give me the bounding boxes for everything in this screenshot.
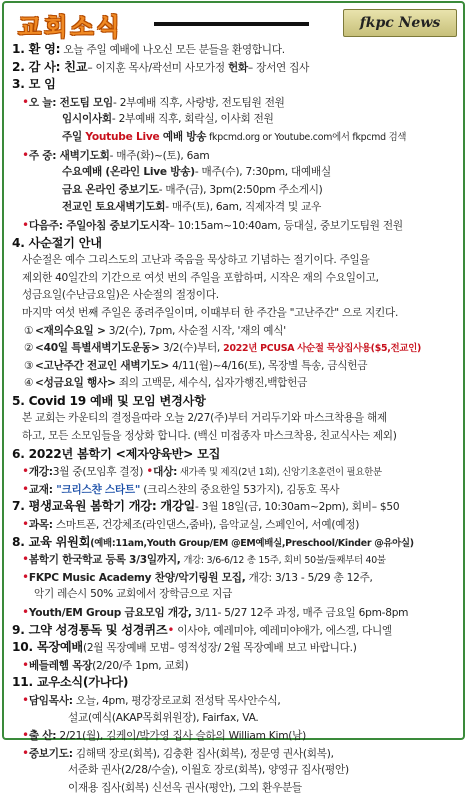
line-text: 설교(예식(AKAP목회위원장), Fairfax, VA. xyxy=(68,711,259,724)
devotional-note: 2022년 PCUSA 사순절 묵상집사용($5,전교인) xyxy=(223,343,422,355)
bullet-icon: • xyxy=(22,517,29,532)
pastor-news-cont xyxy=(4,710,463,728)
education-committee-heading xyxy=(4,534,463,552)
bullet-icon: • xyxy=(146,464,154,479)
lent-item-2 xyxy=(4,340,463,358)
lifelong-education-heading xyxy=(4,498,463,516)
prayer-request-line xyxy=(4,745,463,763)
covid-paragraph-line xyxy=(4,428,463,446)
music-academy-line xyxy=(4,569,463,587)
section-heading: 10. 목장예배 xyxy=(12,640,83,655)
lent-heading xyxy=(4,235,463,253)
line-text: (예배:11am,Youth Group/EM @EM예배실,Preschool/Kinder @유아실) xyxy=(90,537,414,549)
circled-number: ④ xyxy=(23,377,34,390)
item-label: 예배 방송 xyxy=(159,130,207,143)
item-label: FKPC Music Academy 찬양/악기링원 모집, xyxy=(28,571,246,584)
item-label: 주일 xyxy=(62,130,86,143)
line-text: 3월 중(모임후 결정) xyxy=(52,466,147,479)
line-text: 스마트폰, 건강체조(라인댄스,줌바), 음악교실, 스페인어, 서예(예정) xyxy=(52,519,360,532)
line-text: - 매주(토), 6am, 직제자격 및 교우 xyxy=(165,201,322,214)
bullet-icon: • xyxy=(22,94,29,109)
covid-paragraph-line xyxy=(4,410,463,428)
line-text: (2/20/주 1pm, 교회) xyxy=(92,659,189,672)
lent-paragraph-line xyxy=(4,305,463,323)
item-label: 전교인 토요새벽기도회 xyxy=(62,201,166,214)
thanks-line xyxy=(4,59,463,77)
line-text: 개강: 3/13 - 5/29 총 12주, xyxy=(245,571,373,584)
section-heading: 9. 그약 성경통독 및 성경퀴즈 xyxy=(12,622,168,637)
line-text: 이재용 집사(회복) 신선옥 권사(평안), 그외 환우분들 xyxy=(68,781,302,794)
lent-paragraph-line xyxy=(4,287,463,305)
item-label: 수요예배 (온라인 Live 방송) xyxy=(62,166,195,179)
line-text: (2월 목장예배 모범– 영적성장/ 2월 목장예배 보고 바랍니다.) xyxy=(82,642,357,655)
line-text: - 2부예배 직후, 사랑방, 전도팀원 전원 xyxy=(113,96,285,109)
bullet-icon: • xyxy=(22,657,29,672)
discipleship-textbook-line xyxy=(4,481,463,499)
bullet-icon: • xyxy=(22,728,29,743)
item-label: 과목: xyxy=(28,519,53,532)
bullet-icon: • xyxy=(22,552,29,567)
meetings-heading xyxy=(4,76,463,94)
bullet-icon: • xyxy=(22,692,29,707)
item-label: <성금요일 행사> xyxy=(35,377,116,390)
line-text: 성금요일(수난금요일)은 사순절의 절정이다. xyxy=(22,289,219,302)
news-panel xyxy=(2,1,465,794)
item-label: 임시이사회 xyxy=(62,113,112,126)
covid-heading xyxy=(4,393,463,411)
section-heading: 3. 모 임 xyxy=(12,77,56,92)
youth-group-line xyxy=(4,604,463,622)
cell-worship-heading xyxy=(4,639,463,657)
item-label: 개강: xyxy=(28,466,53,479)
line-text: 제외한 40일간의 기간으로 여섯 번의 주일을 포함하며, 시작은 재의 수요일이고, xyxy=(22,271,379,284)
youtube-live-label: Youtube Live xyxy=(85,130,160,143)
bethlehem-cell-line xyxy=(4,657,463,675)
line-text: 개강: 3/6-6/12 총 15주, 회비 50불/둘째부터 40불 xyxy=(180,555,386,567)
line-text: 서준화 권사(2/28/수술), 이월호 장로(회복), 양영규 집사(평안) xyxy=(68,764,349,777)
item-label: 대상: xyxy=(153,466,178,479)
line-text: 2/21(월), 김케이/박가영 집사 슬하의 William Kim(남) xyxy=(56,730,307,743)
textbook-title: "크리스챤 스타트" xyxy=(56,483,141,496)
line-text: - 3월 18일(금, 10:30am~2pm), 회비– $50 xyxy=(195,501,400,514)
lent-item-4 xyxy=(4,375,463,393)
circled-number: ③ xyxy=(23,359,34,372)
pastor-news-line xyxy=(4,692,463,710)
line-text: fkpcmd.org or Youtube.com에서 fkpcmd 검색 xyxy=(206,131,407,143)
line-text: 오늘, 4pm, 평강장로교회 전성탁 목사안수식, xyxy=(72,694,281,707)
item-label: Youth/EM Group 금요모임 개강, xyxy=(28,607,192,619)
line-text: (크리스챤의 중요한일 53가지), 김동호 목사 xyxy=(140,483,340,496)
section-heading: 2. 감 사: 친교 xyxy=(12,59,88,74)
friday-prayer-line xyxy=(4,182,463,200)
header xyxy=(4,3,463,41)
prayer-request-cont xyxy=(4,762,463,780)
line-text: 오늘 주일 예배에 나오신 모든 분들을 환영합니다. xyxy=(60,44,285,56)
line-text: 사순절은 예수 그리스도의 고난과 죽음을 묵상하고 기념하는 절기이다. 주일을 xyxy=(22,254,370,267)
section-heading: 6. 2022년 봄학기 <제자양육반> 모집 xyxy=(12,446,221,461)
line-text: 3/2(수), 7pm, 사순절 시작, '재의 예식' xyxy=(105,324,286,337)
discipleship-heading xyxy=(4,446,463,464)
board-meeting-line xyxy=(4,111,463,129)
bullet-icon: • xyxy=(22,147,29,162)
lent-paragraph-line xyxy=(4,270,463,288)
korean-school-line xyxy=(4,551,463,569)
bullet-icon: • xyxy=(22,481,29,496)
bullet-icon: • xyxy=(167,622,175,637)
line-text: - 매주(금), 3pm(2:50pm 주소게시) xyxy=(158,183,323,196)
scholarship-line xyxy=(4,586,463,604)
discipleship-schedule-line xyxy=(4,463,463,481)
bullet-icon: • xyxy=(22,745,29,760)
section-heading: 11. 교우소식(가나다) xyxy=(12,675,129,690)
lent-item-1 xyxy=(4,323,463,341)
bullet-icon: • xyxy=(22,605,29,619)
weekday-dawn-line xyxy=(4,147,463,165)
item-label: <고난주간 전교인 새벽기도> xyxy=(35,359,169,372)
item-label: <재의수요일 > xyxy=(35,324,106,337)
line-text: 김해택 장로(회복), 김충환 집사(회복), 정문영 권사(회복), xyxy=(72,747,334,760)
birth-news-line xyxy=(4,727,463,745)
item-label: 오 늘: 전도팀 모임 xyxy=(28,96,114,109)
line-text: 4/11(월)~4/16(토), 목장별 특송, 금식헌금 xyxy=(168,359,368,372)
title-divider xyxy=(154,22,309,26)
item-label: 다음주: 주일아침 중보기도시작 xyxy=(28,219,170,232)
line-text: 3/11- 5/27 12주 과정, 매주 금요일 6pm-8pm xyxy=(191,607,409,619)
line-text: - 매주(수), 7:30pm, 대예배실 xyxy=(194,166,331,179)
prayer-request-cont xyxy=(4,780,463,798)
item-label: <40일 특별새벽기도운동> xyxy=(35,342,160,355)
item-label: 출 산: xyxy=(28,730,57,743)
youtube-line xyxy=(4,129,463,147)
item-label: 봄학기 한국학교 등록 3/3일까지, xyxy=(28,554,181,567)
welcome-line xyxy=(4,41,463,59)
section-heading: 7. 평생교육원 봄학기 개강: 개강일 xyxy=(12,499,196,514)
line-text: 이사야, 예레미야, 예레미야애가, 에스겔, 다니엘 xyxy=(174,624,392,637)
line-text: - 2부예배 직후, 회락실, 이사회 전원 xyxy=(111,113,274,126)
item-label: 중보기도: xyxy=(28,747,73,760)
section-heading: 5. Covid 19 예배 및 모임 변경사항 xyxy=(12,393,206,408)
bullet-icon: • xyxy=(22,217,29,232)
item-label: 담임목사: xyxy=(28,694,73,707)
line-text: 마지막 여섯 번째 주일은 종려주일이며, 이때부터 한 주간을 "고난주간" 으로 지킨다. xyxy=(22,306,399,319)
member-news-heading xyxy=(4,674,463,692)
line-text: 새가족 및 제직(2년 1회), 신앙기초훈련이 필요한분 xyxy=(177,467,382,479)
section-heading: 4. 사순절기 안내 xyxy=(12,235,102,250)
item-label: 주 중: 새벽기도회 xyxy=(28,149,110,162)
next-week-line xyxy=(4,217,463,235)
bible-reading-heading xyxy=(4,622,463,640)
flower-label: 헌화 xyxy=(227,61,248,74)
line-text: – 장서연 집사 xyxy=(247,61,310,74)
item-label: 금요 온라인 중보기도 xyxy=(62,183,159,196)
line-text: – 이지훈 목사/곽선미 사모가정 xyxy=(87,61,228,74)
bullet-icon: • xyxy=(22,569,29,584)
line-text: 악기 레슨시 50% 교회에서 장학금으로 지급 xyxy=(34,588,233,601)
fkpc-news-logo: fkpc News xyxy=(343,9,457,37)
line-text: 죄의 고백문, 세수식, 십자가행진,백합헌금 xyxy=(115,377,308,390)
line-text: 본 교회는 카운티의 결정을따라 오늘 2/27(주)부터 거리두기와 마스크착용을 해제 xyxy=(22,412,387,425)
circled-number: ② xyxy=(23,342,34,355)
line-text: – 10:15am~10:40am, 등대실, 중보기도팀원 전원 xyxy=(169,219,403,232)
subjects-line xyxy=(4,516,463,534)
page-title: 교회소식 xyxy=(18,13,123,41)
line-text: - 매주(화)~(토), 6am xyxy=(109,149,210,162)
today-meeting-line xyxy=(4,94,463,112)
circled-number: ① xyxy=(23,324,34,337)
item-label: 교재: xyxy=(28,483,57,496)
line-text: 3/2(수)부터, xyxy=(159,342,224,355)
lent-paragraph-line xyxy=(4,252,463,270)
wednesday-service-line xyxy=(4,164,463,182)
lent-item-3 xyxy=(4,358,463,376)
section-heading: 1. 환 영: xyxy=(12,42,61,56)
line-text: 하고, 모든 소모임들을 정상화 합니다. (백신 미접종자 마스크착용, 친교식사는 제외) xyxy=(22,430,397,443)
saturday-prayer-line xyxy=(4,199,463,217)
item-label: 베들레헴 목장 xyxy=(28,659,93,672)
bullet-icon: • xyxy=(22,464,29,479)
section-heading: 8. 교육 위원회 xyxy=(12,534,91,549)
news-content xyxy=(4,41,463,798)
